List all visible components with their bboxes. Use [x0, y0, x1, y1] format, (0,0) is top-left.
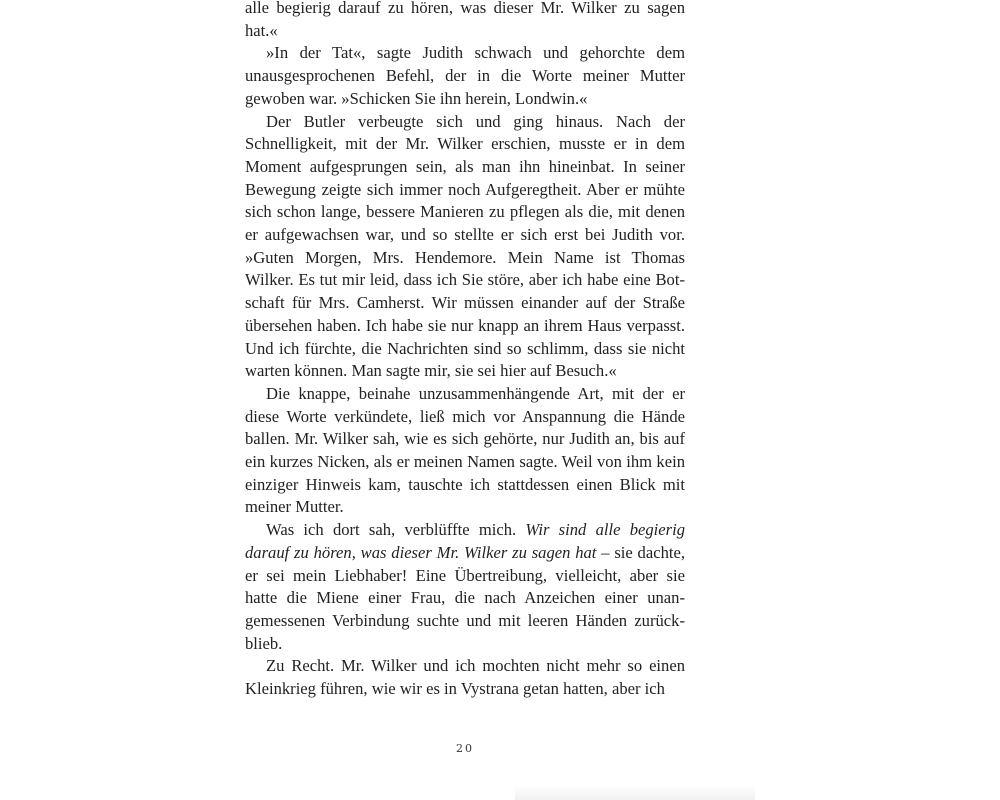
paragraph-1	[245, 0, 685, 42]
page-edge-shadow	[515, 786, 755, 800]
paragraph-5	[245, 519, 685, 655]
paragraph-text: Die knappe, beinahe unzusammenhängende Art, mit der er diese Worte verkündete, ließ mich vor Anspannung die Hände ballen. Mr. Wilker sah, wie es sich gehörte, nur Judith an, bis auf ein kurzes Nicken, als er meinen Namen sagte. Weil von ihm kein einziger Hinweis kam, tauschte ich stattdessen einen Blick mit meiner Mutter.	[245, 383, 685, 517]
paragraph-4	[245, 383, 685, 519]
paragraph-text: Der Butler verbeugte sich und ging hinaus. Nach der Schnelligkeit, mit der Mr. Wilker erschien, musste er in dem Moment aufgesprungen sein, als man ihn hineinbat. In seiner Bewegung zeigte sich immer noch Aufgeregtheit. Aber er mühte sich schon lange, bessere Manieren zu pflegen als die, mit denen er aufgewachsen war, und so stellte er sich erst bei Judith vor. »Guten Morgen, Mrs. Hendemore. Mein Name ist Thomas Wilker. Es tut mir leid, dass ich Sie störe, aber ich habe eine Botschaft für Mrs. Camherst. Wir müssen einander auf der Straße übersehen haben. Ich habe sie nur knapp an ihrem Haus verpasst. Und ich fürchte, die Nachrichten sind so schlimm, dass sie nicht warten können. Man sagte mir, sie sei hier auf Besuch.«	[245, 111, 685, 381]
paragraph-text: – sie dachte, er sei mein Liebhaber! Eine Übertreibung, vielleicht, aber sie hatte die Miene einer Frau, die nach Anzeichen einer unangemessenen Verbindung suchte und mit leeren Händen zurückblieb.	[245, 542, 686, 653]
paragraph-6	[245, 655, 685, 700]
paragraph-text: alle begierig darauf zu hören, was dieser Mr. Wilker zu sagen hat.«	[245, 0, 685, 40]
body-text	[245, 0, 685, 701]
paragraph-text: »In der Tat«, sagte Judith schwach und gehorchte dem unausgesprochenen Befehl, der in die Worte meiner Mutter gewoben war. »Schicken Sie ihn herein, Londwin.«	[245, 43, 685, 108]
page-number: 20	[456, 742, 474, 755]
paragraph-3	[245, 111, 685, 383]
paragraph-text: Zu Recht. Mr. Wilker und ich mochten nicht mehr so einen Kleinkrieg führen, wie wir es in Vystrana getan hatten, aber ich	[245, 656, 685, 699]
paragraph-italic-text: Wir sind alle begierig darauf zu hören, was dieser Mr. Wilker zu sagen hat	[245, 520, 686, 562]
paragraph-2	[245, 42, 685, 110]
paragraph-text: Was ich dort sah, verblüffte mich.	[266, 520, 526, 540]
